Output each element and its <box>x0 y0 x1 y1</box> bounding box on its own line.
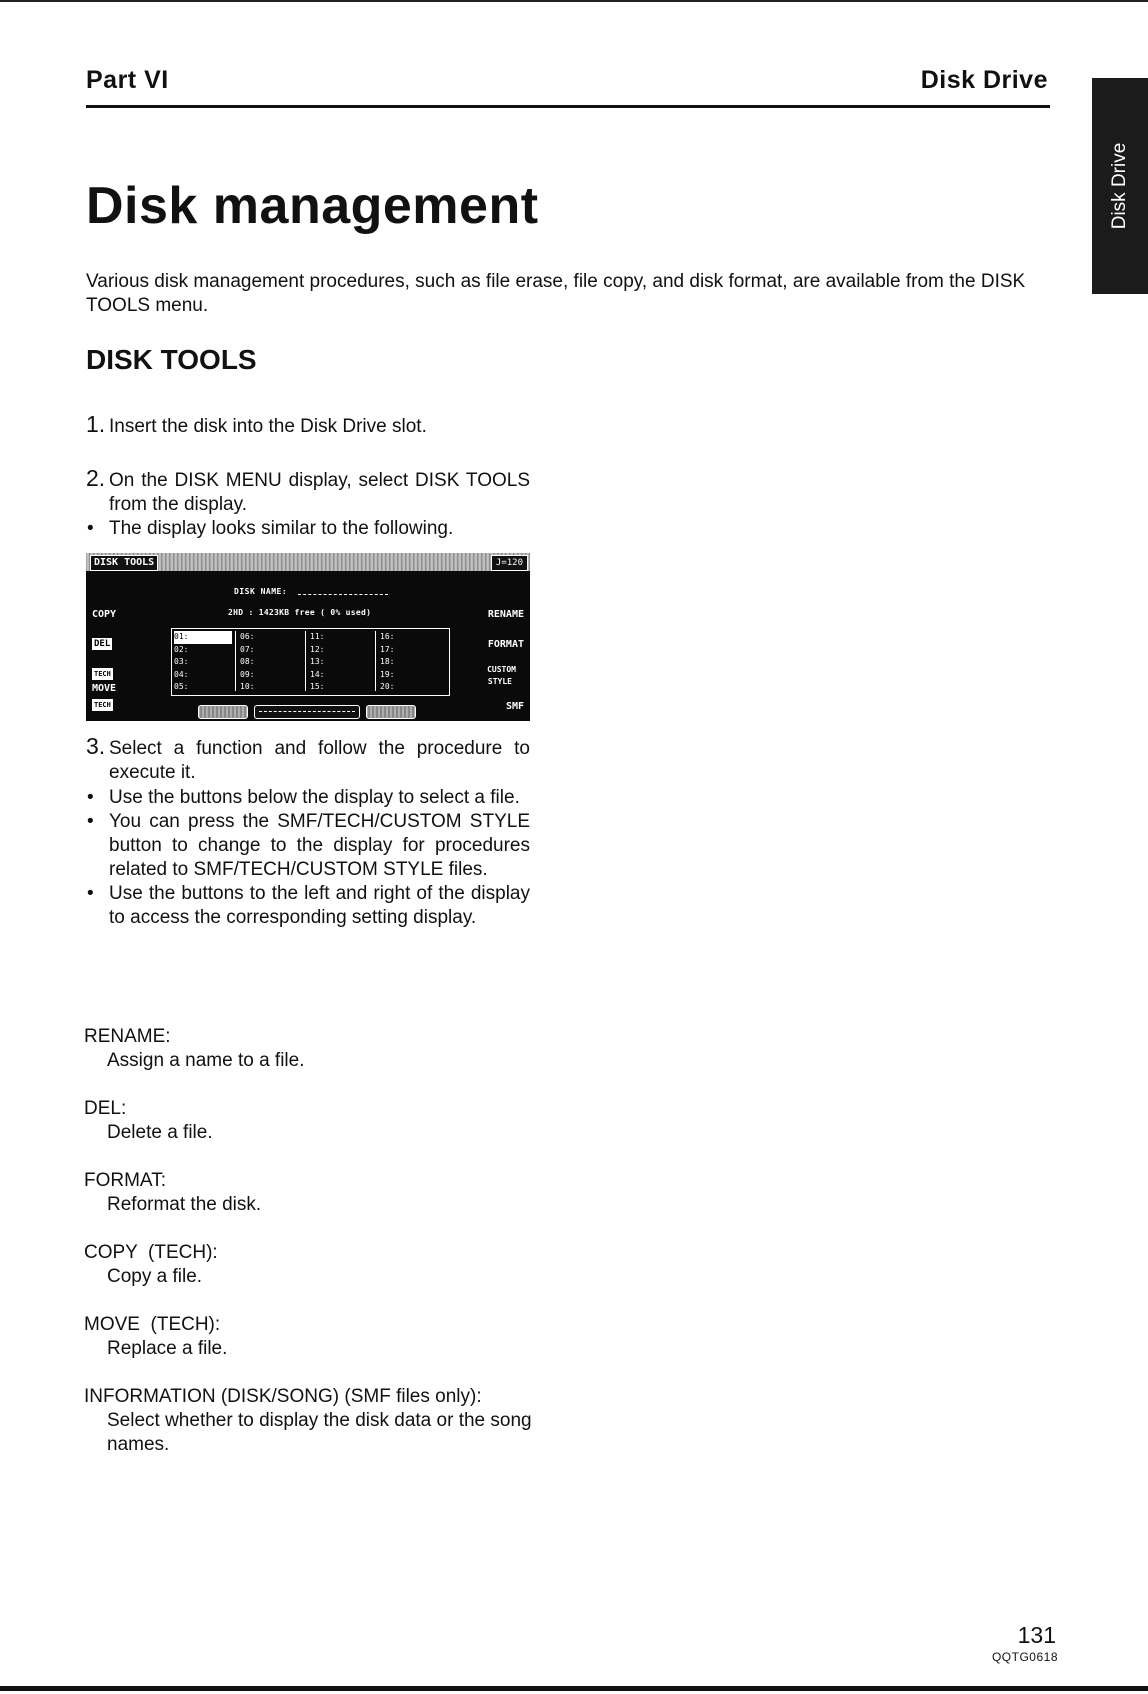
file-slot[interactable]: 01: <box>174 631 234 644</box>
custom-style-button-line2[interactable]: STYLE <box>487 677 512 686</box>
file-slot[interactable]: 04: <box>174 669 189 679</box>
term-label: DEL: <box>84 1098 127 1119</box>
file-slot[interactable]: 08: <box>240 657 255 666</box>
file-slot[interactable]: 10: <box>240 682 255 691</box>
section-label: Disk Drive <box>920 66 1048 94</box>
column-divider <box>235 631 236 691</box>
rename-button[interactable]: RENAME <box>487 609 524 620</box>
file-list <box>171 628 450 696</box>
file-slot[interactable]: 02: <box>174 644 189 654</box>
file-slot[interactable]: 15: <box>310 682 325 691</box>
term-move <box>84 1313 544 1361</box>
file-slot[interactable]: 05: <box>174 682 189 691</box>
step-3 <box>86 733 530 785</box>
term-label: RENAME: <box>84 1026 171 1047</box>
disk-info: 2HD : 1423KB free ( 0% used) <box>228 608 372 617</box>
term-description: Reformat the disk. <box>107 1194 262 1215</box>
bullet-item: • You can press the SMF/TECH/CUSTOM STYLE button to change to the display for procedures related to SMF/TECH/CUSTOM STYLE files. <box>86 810 530 882</box>
term-information <box>84 1385 544 1457</box>
file-slot[interactable]: 14: <box>310 669 325 679</box>
file-slot[interactable]: 12: <box>310 644 325 654</box>
step-text: Select a function and follow the procedure to execute it. <box>109 738 530 783</box>
term-description: Assign a name to a file. <box>107 1050 305 1071</box>
step-text: On the DISK MENU display, select DISK TOOLS from the display. <box>109 470 530 515</box>
bullet-item: • The display looks similar to the following. <box>86 517 530 541</box>
format-button[interactable]: FORMAT <box>487 639 524 650</box>
term-description: Replace a file. <box>107 1338 228 1359</box>
screen-title: DISK TOOLS <box>90 555 158 571</box>
step-text: Insert the disk into the Disk Drive slot. <box>109 416 427 437</box>
del-button[interactable]: DEL <box>94 639 111 649</box>
file-column <box>310 631 370 694</box>
step-1 <box>86 411 530 439</box>
tech-button-lower[interactable]: TECH <box>94 701 111 709</box>
file-slot[interactable]: 11: <box>310 632 325 641</box>
term-label: COPY (TECH): <box>84 1242 218 1263</box>
file-slot[interactable]: 16: <box>380 632 395 641</box>
document-code: QQTG0618 <box>991 1650 1058 1664</box>
step-number: 3. <box>86 733 106 759</box>
step-2 <box>86 465 530 517</box>
file-column <box>380 631 440 694</box>
disk-tools-screen <box>86 553 530 721</box>
step-number: 2. <box>86 465 106 491</box>
file-column <box>240 631 300 694</box>
disk-name-label: DISK NAME: <box>234 587 288 596</box>
top-rule <box>0 0 1148 2</box>
term-description: Copy a file. <box>107 1266 203 1287</box>
step-3-bullets <box>86 786 530 930</box>
part-label: Part VI <box>86 66 169 94</box>
section-heading: DISK TOOLS <box>86 344 257 375</box>
function-list <box>84 1025 544 1481</box>
term-label: INFORMATION (DISK/SONG) (SMF files only): <box>84 1386 482 1407</box>
column-divider <box>375 631 376 691</box>
term-label: MOVE (TECH): <box>84 1314 221 1335</box>
page-title: Disk management <box>86 177 539 235</box>
disk-name-field <box>298 594 388 595</box>
scroll-right-button[interactable] <box>366 705 416 719</box>
header-rule <box>86 105 1050 108</box>
file-slot[interactable]: 06: <box>240 632 255 641</box>
term-description: Select whether to display the disk data or the song names. <box>107 1410 532 1455</box>
file-slot[interactable]: 13: <box>310 657 325 666</box>
intro-paragraph: Various disk management procedures, such as file erase, file copy, and disk format, are available from the DISK TOOLS menu. <box>86 271 1026 316</box>
file-slot[interactable]: 17: <box>380 644 395 654</box>
file-column <box>174 631 234 694</box>
term-rename <box>84 1025 544 1073</box>
scroll-left-button[interactable] <box>198 705 248 719</box>
page-number: 131 <box>1017 1622 1056 1648</box>
file-slider[interactable] <box>254 705 360 719</box>
file-slot[interactable]: 19: <box>380 669 395 679</box>
step-number: 1. <box>86 411 106 437</box>
tech-button-upper[interactable]: TECH <box>94 670 111 678</box>
copy-button[interactable]: COPY <box>92 609 117 620</box>
file-slot[interactable]: 20: <box>380 682 395 691</box>
bullet-item: • Use the buttons to the left and right of the display to access the corresponding setting display. <box>86 882 530 930</box>
term-copy <box>84 1241 544 1289</box>
step-2-bullets <box>86 517 530 541</box>
file-slot[interactable]: 07: <box>240 644 255 654</box>
smf-button[interactable]: SMF <box>505 701 524 712</box>
move-button[interactable]: MOVE <box>92 683 117 694</box>
side-tab <box>1092 78 1148 294</box>
side-tab-label: Disk Drive <box>1109 142 1130 230</box>
custom-style-button[interactable]: CUSTOM <box>487 665 516 674</box>
tempo-indicator: J=120 <box>491 555 528 571</box>
term-del <box>84 1097 544 1145</box>
term-description: Delete a file. <box>107 1122 213 1143</box>
term-label: FORMAT: <box>84 1170 166 1191</box>
file-slot[interactable]: 09: <box>240 669 255 679</box>
file-slot[interactable]: 03: <box>174 657 189 666</box>
bullet-item: • Use the buttons below the display to select a file. <box>86 786 530 810</box>
term-format <box>84 1169 544 1217</box>
column-divider <box>305 631 306 691</box>
bottom-rule <box>0 1686 1148 1691</box>
file-slot[interactable]: 18: <box>380 657 395 666</box>
